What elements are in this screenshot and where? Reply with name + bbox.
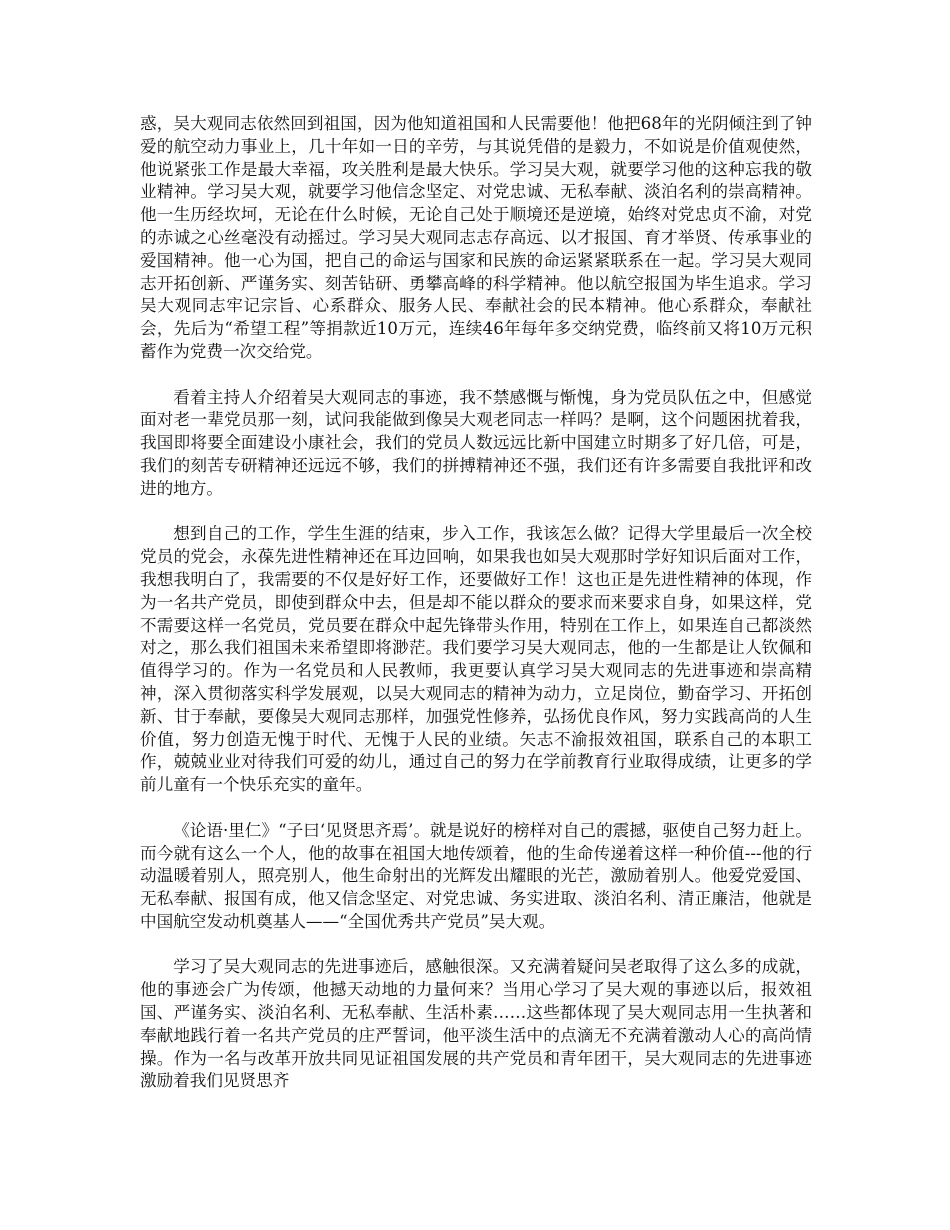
paragraph-1: 惑，吴大观同志依然回到祖国，因为他知道祖国和人民需要他！他把68年的光阴倾注到了钟爱的航空动力事业上，几十年如一日的辛劳，与其说凭借的是毅力，不如说是价值观使然，他说紧张工作是最大幸福，攻关胜利是最大快乐。学习吴大观，就要学习他的这种忘我的敬业精神。学习吴大观，就要学习他信念坚定、对党忠诚、无私奉献、淡泊名利的崇高精神。他一生历经坎坷，无论在什么时候，无论自己处于顺境还是逆境，始终对党忠贞不渝，对党的赤诚之心丝毫没有动摇过。学习吴大观同志志存高远、以才报国、育才举贤、传承事业的爱国精神。他一心为国，把自己的命运与国家和民族的命运紧紧联系在一起。学习吴大观同志开拓创新、严谨务实、刻苦钻研、勇攀高峰的科学精神。他以航空报国为毕生追求。学习吴大观同志牢记宗旨、心系群众、服务人民、奉献社会的民本精神。他心系群众，奉献社会，先后为“希望工程”等捐款近10万元，连续46年每年多交纳党费，临终前又将10万元积蓄作为党费一次交给党。 (140, 114, 812, 361)
paragraph-5: 学习了吴大观同志的先进事迹后，感触很深。又充满着疑问吴老取得了这么多的成就，他的事迹会广为传颂，他撼天动地的力量何来？当用心学习了吴大观的事迹以后，报效祖国、严谨务实、淡泊名利、无私奉献、生活朴素……这些都体现了吴大观同志用一生执著和奉献地践行着一名共产党员的庄严誓词，他平淡生活中的点滴无不充满着激动人心的高尚情操。作为一名与改革开放共同见证祖国发展的共产党员和青年团干，吴大观同志的先进事迹激励着我们见贤思齐 (140, 957, 812, 1091)
document-body (140, 113, 812, 1116)
paragraph-2: 看着主持人介绍着吴大观同志的事迹，我不禁感慨与惭愧，身为党员队伍之中，但感觉面对老一辈党员那一刻，试问我能做到像吴大观老同志一样吗？是啊，这个问题困扰着我，我国即将要全面建设小康社会，我们的党员人数远远比新中国建立时期多了好几倍，可是，我们的刻苦专研精神还远远不够，我们的拼搏精神还不强，我们还有许多需要自我批评和改进的地方。 (140, 387, 812, 498)
paragraph-4: 《论语·里仁》“子曰‘见贤思齐焉’。就是说好的榜样对自己的震撼，驱使自己努力赶上。而今就有这么一个人，他的故事在祖国大地传颂着，他的生命传递着这样一种价值---他的行动温暖着别人，照亮别人，他生命射出的光辉发出耀眼的光芒，激励着别人。他爱党爱国、无私奉献、报国有成，他又信念坚定、对党忠诚、务实进取、淡泊名利、清正廉洁，他就是中国航空发动机奠基人——“全国优秀共产党员”吴大观。 (140, 820, 812, 931)
paragraph-3: 想到自己的工作，学生生涯的结束，步入工作，我该怎么做？记得大学里最后一次全校党员的党会，永葆先进性精神还在耳边回响，如果我也如吴大观那时学好知识后面对工作，我想我明白了，我需要的不仅是好好工作，还要做好工作！这也正是先进性精神的体现，作为一名共产党员，即使到群众中去，但是却不能以群众的要求而来要求自身，如果这样，党不需要这样一名党员，党员要在群众中起先锋带头作用，特别在工作上，如果连自己都淡然对之，那么我们祖国未来希望即将渺茫。我们要学习吴大观同志，他的一生都是让人钦佩和值得学习的。作为一名党员和人民教师，我更要认真学习吴大观同志的先进事迹和崇高精神，深入贯彻落实科学发展观，以吴大观同志的精神为动力，立足岗位，勤奋学习、开拓创新、甘于奉献，要像吴大观同志那样，加强党性修养，弘扬优良作风，努力实践高尚的人生价值，努力创造无愧于时代、无愧于人民的业绩。矢志不渝报效祖国，联系自己的本职工作，兢兢业业对待我们可爱的幼儿，通过自己的努力在学前教育行业取得成绩，让更多的学前儿童有一个快乐充实的童年。 (140, 524, 812, 795)
